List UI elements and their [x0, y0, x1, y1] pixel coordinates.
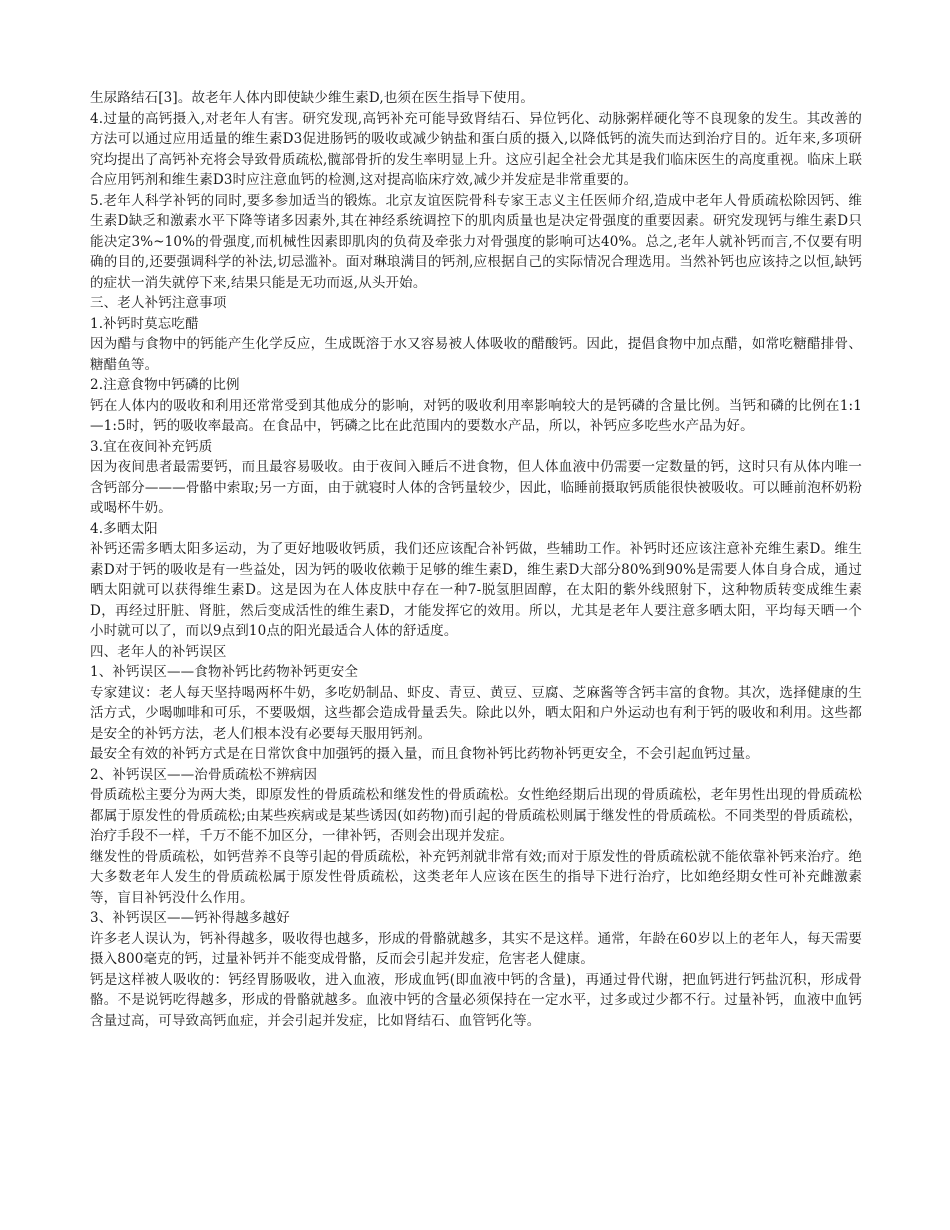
subheading-4-1: 1、补钙误区——食物补钙比药物补钙更安全	[90, 664, 359, 680]
subheading-3-1: 1.补钙时莫忘吃醋	[90, 315, 199, 332]
para-3-3: 因为夜间患者最需要钙，而且最容易吸收。由于夜间入睡后不进食物，但人体血液中仍需要一定数量的钙，这时只有从体内唯一含钙部分———骨骼中索取;另一方面，由于就寝时人体的含钙量较少，因此，临睡前摄取钙质能很快被吸收。可以睡前泡杯奶粉或喝杯牛奶。	[90, 459, 862, 516]
subheading-3-3: 3.宜在夜间补充钙质	[90, 438, 213, 455]
para-point-5: 5.老年人科学补钙的同时,要多参加适当的锻炼。北京友谊医院骨科专家王志义主任医师介绍,造成中老年人骨质疏松除因钙、维生素D缺乏和激素水平下降等诸多因素外,其在神经系统调控下的肌肉质量也是决定骨强度的重要因素。研究发现钙与维生素D只能决定3%~10%的骨强度,而机械性因素即肌肉的负荷及牵张力对骨强度的影响可达40%。总之,老年人就补钙而言,不仅要有明确的目的,还要强调科学的补法,切忌滥补。面对琳琅满目的钙剂,应根据自己的实际情况合理选用。当然补钙也应该持之以恒,缺钙的症状一消失就停下来,结果只能是无功而返,从头开始。	[90, 192, 862, 291]
document-page	[90, 88, 862, 1031]
para-3-2: 钙在人体内的吸收和利用还常常受到其他成分的影响，对钙的吸收利用率影响较大的是钙磷的含量比例。当钙和磷的比例在1:1—1:5时，钙的吸收率最高。在食品中，钙磷之比在此范围内的要数水产品，所以，补钙应多吃些水产品为好。	[90, 397, 862, 434]
subheading-3-2: 2.注意食物中钙磷的比例	[90, 377, 240, 393]
para-4-3-a: 许多老人误认为，钙补得越多，吸收得也越多，形成的骨骼就越多，其实不是这样。通常，年龄在60岁以上的老年人，每天需要摄入800毫克的钙，过量补钙并不能变成骨骼，反而会引起并发症，危害老人健康。	[90, 930, 862, 967]
section-heading-4: 四、老年人的补钙误区	[90, 643, 227, 660]
subheading-3-4: 4.多晒太阳	[90, 520, 158, 537]
para-point-4: 4.过量的高钙摄入,对老年人有害。研究发现,高钙补充可能导致肾结石、异位钙化、动脉粥样硬化等不良现象的发生。其改善的方法可以通过应用适量的维生素D3促进肠钙的吸收或减少钠盐和蛋白质的摄入,以降低钙的流失而达到治疗目的。近年来,多项研究均提出了高钙补充将会导致骨质疏松,髋部骨折的发生率明显上升。这应引起全社会尤其是我们临床医生的高度重视。临床上联合应用钙剂和维生素D3时应注意血钙的检测,这对提高临床疗效,减少并发症是非常重要的。	[90, 110, 862, 188]
subheading-4-3: 3、补钙误区——钙补得越多越好	[90, 910, 290, 926]
para-3-1: 因为醋与食物中的钙能产生化学反应，生成既溶于水又容易被人体吸收的醋酸钙。因此，提倡食物中加点醋，如常吃糖醋排骨、糖醋鱼等。	[90, 336, 862, 373]
para-4-1-b: 最安全有效的补钙方式是在日常饮食中加强钙的摄入量，而且食物补钙比药物补钙更安全，不会引起血钙过量。	[90, 746, 759, 762]
para-3-4: 补钙还需多晒太阳多运动，为了更好地吸收钙质，我们还应该配合补钙做，些辅助工作。补钙时还应该注意补充维生素D。维生素D对于钙的吸收是有一些益处，因为钙的吸收依赖于足够的维生素D，维生素D大部分80%到90%是需要人体自身合成，通过晒太阳就可以获得维生素D。这是因为在人体皮肤中存在一种7-脱氢胆固醇，在太阳的紫外线照射下，这种物质转变成维生素D，再经过肝脏、肾脏，然后变成活性的维生素D，才能发挥它的效用。所以，尤其是老年人要注意多晒太阳，平均每天晒一个小时就可以了，而以9点到10点的阳光最适合人体的舒适度。	[90, 541, 862, 639]
para-intro-tail: 生尿路结石[3]。故老年人体内即使缺少维生素D,也须在医生指导下使用。	[90, 90, 535, 106]
section-heading-3: 三、老人补钙注意事项	[90, 295, 227, 311]
para-4-1-a: 专家建议：老人每天坚持喝两杯牛奶，多吃奶制品、虾皮、青豆、黄豆、豆腐、芝麻酱等含钙丰富的食物。其次，选择健康的生活方式，少喝咖啡和可乐，不要吸烟，这些都会造成骨量丢失。除此以外，晒太阳和户外运动也有利于钙的吸收和利用。这些都是安全的补钙方法，老人们根本没有必要每天服用钙剂。	[90, 684, 862, 742]
para-4-3-b: 钙是这样被人吸收的：钙经胃肠吸收，进入血液，形成血钙(即血液中钙的含量)，再通过骨代谢，把血钙进行钙盐沉积，形成骨骼。不是说钙吃得越多，形成的骨骼就越多。血液中钙的含量必须保持在一定水平，过多或过少都不行。过量补钙，血液中血钙含量过高，可导致高钙血症，并会引起并发症，比如肾结石、血管钙化等。	[90, 971, 862, 1029]
subheading-4-2: 2、补钙误区——治骨质疏松不辨病因	[90, 766, 318, 783]
para-4-2-a: 骨质疏松主要分为两大类，即原发性的骨质疏松和继发性的骨质疏松。女性绝经期后出现的骨质疏松，老年男性出现的骨质疏松都属于原发性的骨质疏松;由某些疾病或是某些诱因(如药物)而引起的骨质疏松则属于继发性的骨质疏松。不同类型的骨质疏松，治疗手段不一样，千万不能不加区分，一律补钙，否则会出现并发症。	[90, 787, 862, 844]
para-4-2-b: 继发性的骨质疏松，如钙营养不良等引起的骨质疏松，补充钙剂就非常有效;而对于原发性的骨质疏松就不能依靠补钙来治疗。绝大多数老年人发生的骨质疏松属于原发性骨质疏松，这类老年人应该在医生的指导下进行治疗，比如绝经期女性可补充雌激素等，盲目补钙没什么作用。	[90, 848, 862, 906]
